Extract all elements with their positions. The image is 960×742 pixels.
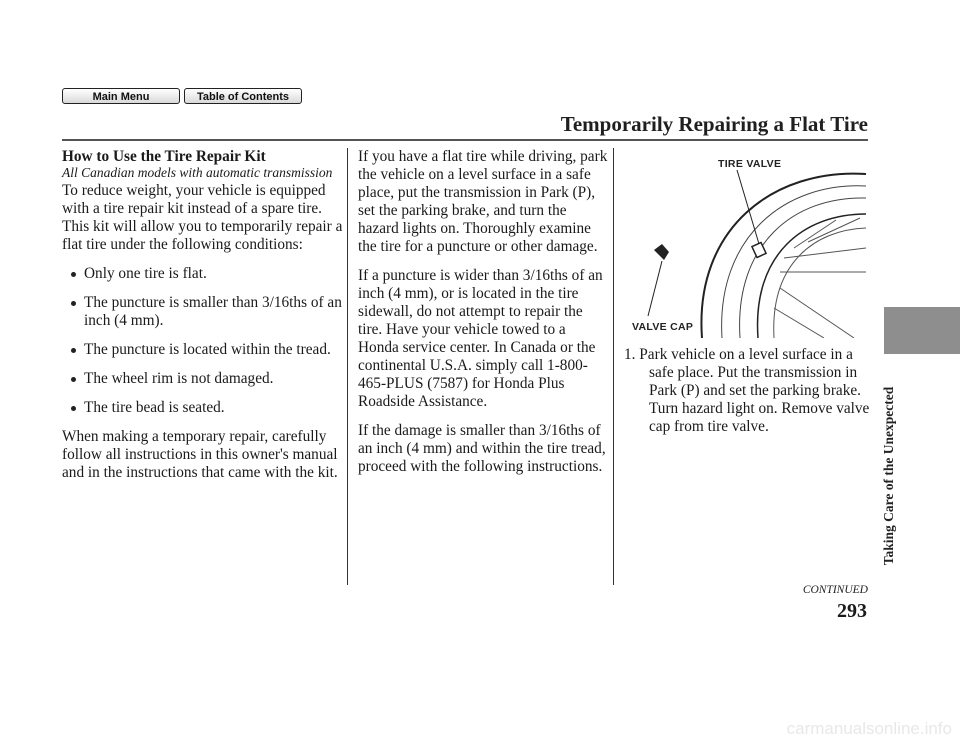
- paragraph: If a puncture is wider than 3/16ths of an inch (4 mm), or is located in the tire sidewall, do not attempt to repair the tire. Have your vehicle towed to a Honda service center. In Canada or the continental U.S.A. simply call 1-800-465-PLUS (7587) for Honda Plus Roadside Assistance.: [358, 267, 603, 410]
- section-heading: How to Use the Tire Repair Kit: [62, 148, 266, 165]
- paragraph: If the damage is smaller than 3/16ths of an inch (4 mm) and within the tire tread, proceed with the following instructions.: [358, 422, 606, 475]
- tire-illustration-icon: [624, 148, 866, 338]
- page-title: Temporarily Repairing a Flat Tire: [560, 112, 868, 136]
- title-divider: [62, 139, 868, 141]
- step-item: 1. Park vehicle on a level surface in a safe place. Put the transmission in Park (P) and set the parking brake. Turn hazard light on. Remove valve cap from tire valve.: [624, 346, 870, 435]
- conditions-list: [62, 265, 344, 417]
- table-of-contents-button[interactable]: Table of Contents: [184, 88, 302, 104]
- intro-paragraph: To reduce weight, your vehicle is equipped with a tire repair kit instead of a spare tire. This kit will allow you to temporarily repair a flat tire under the following conditions:: [62, 182, 343, 253]
- watermark: carmanualsonline.info: [786, 719, 952, 738]
- section-tab: [884, 307, 960, 354]
- valve-cap-icon: [654, 244, 669, 260]
- page-number: 293: [837, 600, 867, 622]
- list-item: The wheel rim is not damaged.: [62, 370, 344, 388]
- column-divider: [347, 148, 348, 585]
- closing-paragraph: When making a temporary repair, carefully follow all instructions in this owner's manual and in the instructions that came with the kit.: [62, 428, 338, 481]
- continued-note: CONTINUED: [802, 584, 868, 596]
- list-item: Only one tire is flat.: [62, 265, 344, 283]
- column-right: [624, 148, 874, 436]
- steps-list: [624, 346, 874, 436]
- column-left: [62, 148, 344, 493]
- tire-valve-label: TIRE VALVE: [718, 158, 782, 170]
- valve-cap-label: VALVE CAP: [632, 321, 694, 333]
- section-label: Taking Care of the Unexpected: [881, 386, 896, 566]
- list-item: The tire bead is seated.: [62, 399, 344, 417]
- column-divider: [613, 148, 614, 585]
- list-item: The puncture is located within the tread.: [62, 341, 344, 359]
- main-menu-button[interactable]: Main Menu: [62, 88, 180, 104]
- model-applicability-note: All Canadian models with automatic transmission: [62, 165, 333, 180]
- tire-valve-figure: [624, 148, 866, 338]
- paragraph: If you have a flat tire while driving, park the vehicle on a level surface in a safe place, put the transmission in Park (P), set the parking brake, and turn the hazard lights on. Thoroughly examine the tire for a puncture or other damage.: [358, 148, 608, 255]
- list-item: The puncture is smaller than 3/16ths of an inch (4 mm).: [62, 294, 344, 330]
- column-middle: [358, 148, 608, 487]
